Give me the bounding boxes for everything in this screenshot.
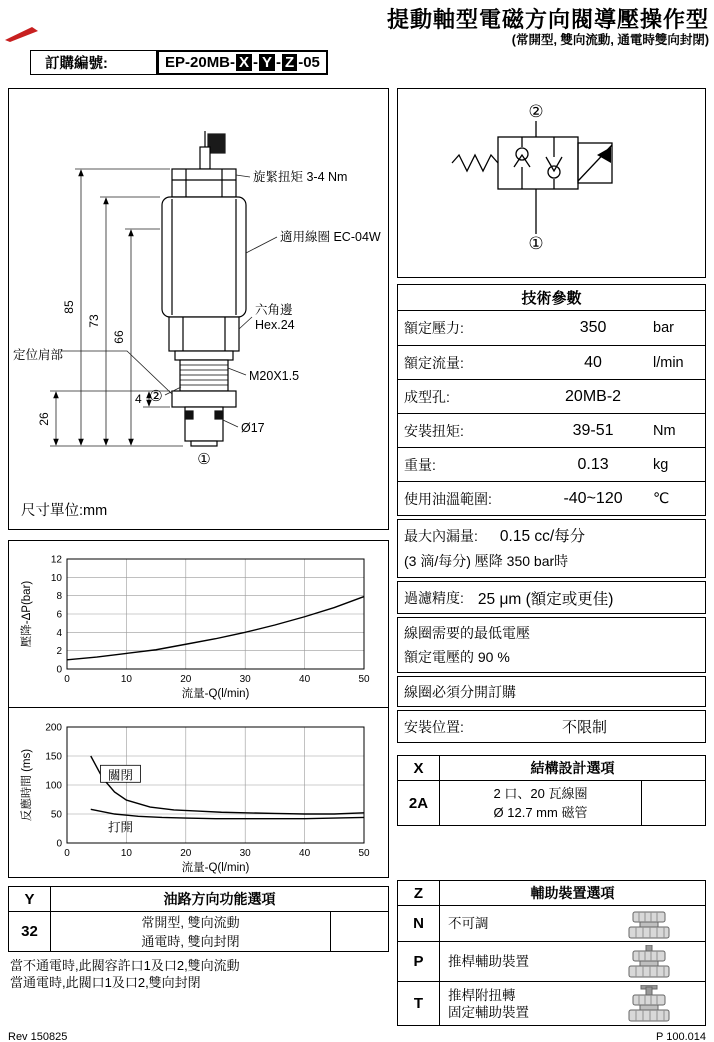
coil-order-note: 線圈必須分開訂購 (404, 683, 516, 700)
pressure-drop-chart (17, 549, 380, 701)
port2-marker: ② (149, 388, 163, 405)
option-y-note1: 當不通電時,此閥容許口1及口2,雙向流動 (10, 958, 240, 973)
dim-overall: 85 (62, 300, 76, 314)
option-z-row-t-line1: 推桿附扭轉 (448, 987, 516, 1003)
svg-text:6: 6 (56, 609, 62, 621)
hex-callout-line1: 六角邊 (255, 303, 293, 317)
specs-rows (397, 310, 706, 516)
unit-note: 尺寸單位:mm (21, 503, 108, 519)
svg-text:50: 50 (50, 809, 62, 821)
spec-label: 額定流量: (404, 354, 464, 371)
response-time-chart (17, 717, 380, 875)
spec-row-torque (398, 413, 705, 447)
leak-note: (3 滴/每分) 壓降 350 bar時 (404, 553, 569, 569)
spec-label: 成型孔: (404, 388, 450, 405)
option-z-row-t-image-cell (593, 985, 705, 1023)
filter-value: 25 μm (額定或更佳) (477, 590, 614, 608)
svg-text:50: 50 (358, 848, 370, 859)
hex-callout-line2: Hex.24 (255, 318, 295, 332)
spec-block-leakage (397, 519, 706, 578)
svg-text:0: 0 (56, 838, 62, 850)
option-y-notes (10, 957, 240, 991)
svg-text:0: 0 (56, 664, 62, 676)
option-y-note2: 當通電時,此閥口1及口2,雙向封閉 (10, 975, 201, 990)
leak-line1 (404, 524, 699, 549)
svg-text:8: 8 (56, 591, 62, 603)
option-y-row-content (51, 912, 330, 951)
hydraulic-symbol-panel (397, 88, 706, 278)
svg-text:20: 20 (180, 674, 192, 685)
spec-unit: Nm (653, 422, 676, 439)
option-z-row-p-label (440, 953, 593, 970)
order-x-key: X (236, 54, 252, 71)
option-z-header (397, 880, 706, 906)
spec-label: 重量: (404, 456, 436, 473)
spec-unit: ℃ (653, 490, 670, 507)
order-y-key: Y (259, 54, 275, 71)
spec-block-voltage (397, 617, 706, 673)
knob-image-t (617, 985, 681, 1023)
spec-value: -40~120 (563, 489, 623, 507)
symbol-graphics (452, 121, 612, 234)
option-x-line2: Ø 12.7 mm 磁管 (493, 805, 588, 820)
svg-text:10: 10 (120, 674, 132, 685)
torque-callout: 旋緊扭矩 3-4 Nm (253, 170, 348, 184)
option-x-header (397, 755, 706, 781)
spec-unit: kg (653, 456, 669, 473)
option-y-empty-cell (330, 912, 388, 951)
order-code (157, 50, 328, 75)
spec-row-cavity (398, 379, 705, 413)
thread-callout: M20X1.5 (249, 369, 300, 383)
svg-text:40: 40 (299, 848, 311, 859)
dimension-values (37, 300, 142, 426)
option-z-row-t-line2: 固定輔助裝置 (448, 1004, 529, 1020)
order-prefix: EP-20MB- (165, 54, 236, 71)
spec-label: 使用油溫範圍: (404, 490, 492, 507)
hydraulic-symbol (398, 89, 705, 277)
svg-text:4: 4 (56, 627, 62, 639)
knob-image-n (617, 909, 681, 939)
svg-text:0: 0 (64, 848, 70, 859)
dim-body-length: 66 (112, 330, 126, 344)
option-z-row-n-label (440, 915, 593, 932)
option-z-row-n (397, 906, 706, 942)
option-y-key: Y (9, 887, 51, 911)
svg-text:100: 100 (45, 780, 62, 792)
page-subtitle: (常開型, 雙向流動, 通電時雙向封閉) (511, 33, 709, 47)
spec-value: 20MB-2 (565, 387, 622, 405)
svg-text:20: 20 (180, 848, 192, 859)
svg-text:打開: 打開 (107, 820, 133, 835)
option-y-line2: 通電時, 雙向封閉 (141, 933, 240, 949)
option-x-row (397, 781, 706, 826)
charts-divider (9, 707, 388, 708)
svg-text:30: 30 (239, 674, 251, 685)
port1-marker: ① (197, 451, 211, 468)
svg-text:200: 200 (45, 722, 62, 734)
spec-block-filtration (397, 581, 706, 614)
charts-panel (8, 540, 389, 878)
spec-block-mounting (397, 710, 706, 743)
footer-revision: Rev 150825 (8, 1031, 68, 1042)
diameter-callout: Ø17 (241, 421, 265, 435)
voltage-line2: 額定電壓的 90 % (404, 649, 510, 665)
option-x-title: 結構設計選項 (530, 760, 615, 776)
option-z-row-p-key: P (398, 942, 440, 981)
option-z-row-p-line1: 推桿輔助裝置 (448, 954, 529, 969)
option-z-title: 輔助裝置選項 (530, 885, 615, 901)
leak-value: 0.15 cc/每分 (499, 528, 586, 545)
order-sep1: - (253, 54, 259, 71)
svg-text:關閉: 關閉 (107, 768, 133, 783)
option-z-row-n-image-cell (593, 909, 705, 939)
coil-callout: 適用線圈 EC-04W (280, 230, 381, 244)
svg-text:40: 40 (299, 674, 311, 685)
order-number-row (30, 50, 328, 75)
symbol-port1: ① (528, 234, 544, 253)
dim-tip-length: 26 (37, 412, 51, 426)
spec-row-flow (398, 345, 705, 379)
spec-unit: bar (653, 320, 674, 336)
dim-shoulder-height: 4 (135, 392, 142, 406)
option-z-row-t-label (440, 987, 593, 1021)
dimension-drawing-panel (8, 88, 389, 530)
spec-row-pressure (398, 311, 705, 345)
svg-text:10: 10 (50, 572, 62, 584)
page-title: 提動軸型電磁方向閥導壓操作型 (386, 7, 709, 32)
valve-body (162, 131, 246, 446)
option-y-row (8, 912, 389, 952)
option-x-table (397, 755, 706, 826)
svg-text:壓降-ΔP(bar): 壓降-ΔP(bar) (21, 580, 33, 648)
option-z-row-n-line1: 不可調 (448, 916, 489, 931)
symbol-port2: ② (528, 102, 544, 121)
option-z-row-p (397, 942, 706, 982)
spring-symbol (452, 155, 498, 171)
specs-title: 技術參數 (397, 284, 706, 311)
mount-value: 不限制 (561, 719, 607, 736)
svg-text:30: 30 (239, 848, 251, 859)
option-z-row-n-key: N (398, 906, 440, 941)
order-suffix: -05 (298, 54, 320, 71)
spec-label: 額定壓力: (404, 320, 464, 336)
brand-logo-shape (5, 27, 38, 42)
footer-page-number: P 100.014 (656, 1031, 706, 1042)
spec-block-coil-order (397, 676, 706, 707)
order-z-key: Z (282, 54, 297, 71)
brand-logo (5, 27, 39, 42)
spec-value: 0.13 (577, 455, 609, 473)
svg-text:流量-Q(l/min): 流量-Q(l/min) (181, 862, 250, 874)
specs-panel (397, 284, 706, 743)
option-y-line1: 常開型, 雙向流動 (141, 914, 240, 930)
svg-text:50: 50 (358, 674, 370, 685)
svg-text:0: 0 (64, 674, 70, 685)
svg-text:流量-Q(l/min): 流量-Q(l/min) (181, 688, 250, 700)
svg-text:2: 2 (56, 646, 62, 658)
spec-value: 40 (584, 353, 602, 371)
option-z-row-t (397, 982, 706, 1026)
voltage-line1: 線圈需要的最低電壓 (404, 625, 530, 641)
option-x-empty-cell (641, 781, 705, 825)
order-sep2: - (276, 54, 282, 71)
order-label: 訂購編號: (30, 50, 157, 75)
spec-unit: l/min (653, 354, 684, 371)
knob-image-p (617, 945, 681, 979)
option-y-row-key: 32 (9, 912, 51, 951)
svg-text:12: 12 (50, 554, 62, 566)
valve-dimension-drawing (9, 89, 388, 493)
solenoid-arrow (597, 147, 611, 163)
spec-row-weight (398, 447, 705, 481)
option-z-row-t-key: T (398, 982, 440, 1025)
filter-label: 過濾精度: (404, 589, 464, 606)
svg-text:150: 150 (45, 751, 62, 763)
spec-value: 39-51 (572, 421, 614, 439)
spec-label: 安裝扭矩: (404, 422, 464, 439)
spec-value: 350 (579, 319, 607, 336)
option-y-title: 油路方向功能選項 (163, 891, 276, 907)
option-x-key: X (398, 756, 440, 780)
option-z-table (397, 880, 706, 1026)
option-x-row-content (440, 781, 641, 825)
shoulder-callout: 定位肩部 (13, 348, 64, 362)
leak-label: 最大內漏量: (404, 528, 478, 544)
option-z-row-p-image-cell (593, 945, 705, 979)
option-y-table (8, 886, 389, 952)
option-x-line1: 2 口、20 瓦線圈 (493, 786, 588, 801)
dim-coil-length: 73 (87, 314, 101, 328)
option-y-header (8, 886, 389, 912)
option-z-key: Z (398, 881, 440, 905)
mount-label: 安裝位置: (404, 718, 464, 735)
svg-text:10: 10 (120, 848, 132, 859)
spec-row-temperature (398, 481, 705, 515)
option-x-row-key: 2A (398, 781, 440, 825)
svg-text:反應時間 (ms): 反應時間 (ms) (21, 748, 33, 822)
